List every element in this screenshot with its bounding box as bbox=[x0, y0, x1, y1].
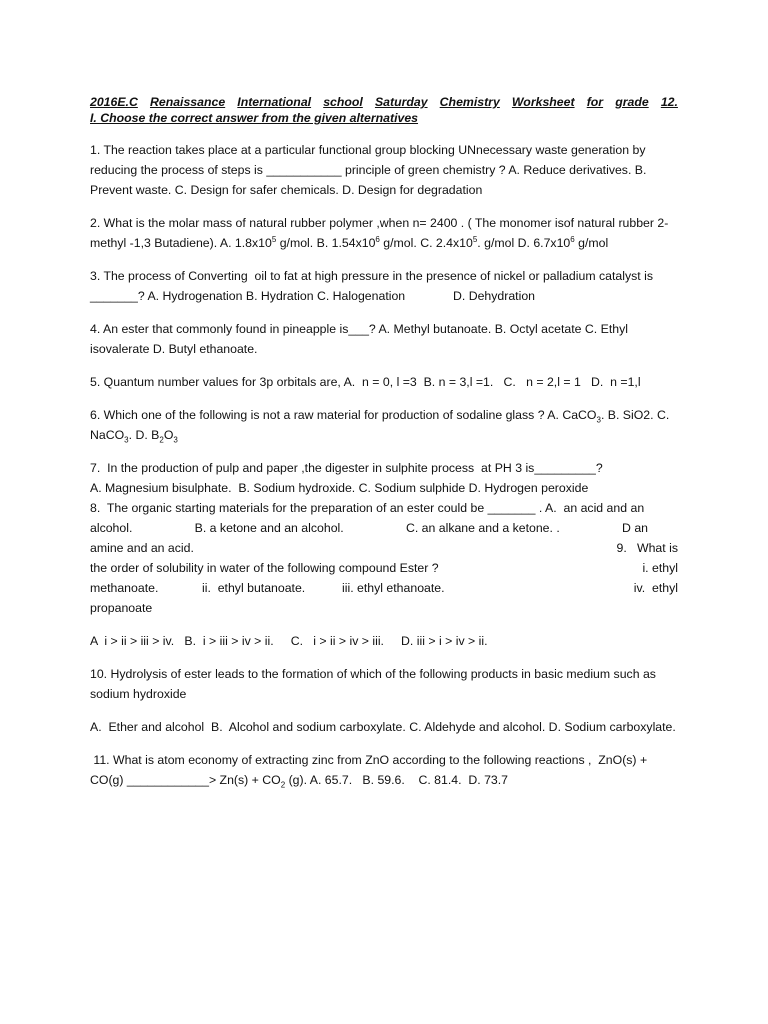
section-instruction: I. Choose the correct answer from the given alternatives bbox=[90, 111, 419, 125]
q8-option-c: C. an alkane and a ketone. . bbox=[405, 521, 560, 535]
q2-text: g/mol bbox=[574, 236, 609, 250]
q11-subscript: 2 bbox=[280, 780, 286, 790]
question-1: 1. The reaction takes place at a particular functional group blocking UNnecessary waste generation by reducing the process of steps is ___________ principle of green chemistry ? A. Reduce derivatives. B. Prevent waste. C. Design for safer chemicals. D. Design for degradation bbox=[90, 143, 647, 197]
title-word: for bbox=[586, 95, 604, 109]
q9-item-iv-end: propanoate bbox=[90, 601, 153, 615]
q7-options: A. Magnesium bisulphate. B. Sodium hydroxide. C. Sodium sulphide D. Hydrogen peroxide bbox=[90, 481, 589, 495]
q6-subscript: 3 bbox=[596, 415, 601, 425]
q6-text: O bbox=[163, 428, 174, 442]
worksheet-content bbox=[90, 92, 678, 803]
question-6 bbox=[90, 405, 678, 445]
question-8-9 bbox=[90, 498, 678, 618]
q2-exponent: 6 bbox=[570, 234, 575, 244]
q9-start: 9. What is bbox=[616, 541, 678, 555]
q6-subscript: 2 bbox=[159, 435, 164, 445]
q6-text: . B. SiO2. C. NaCO bbox=[90, 408, 670, 442]
question-3: 3. The process of Converting oil to fat at high pressure in the presence of nickel or palladium catalyst is _______? A. Hydrogenation B. Hydration C. Halogenation D. Dehydration bbox=[90, 269, 657, 303]
q9-item-iii: iii. ethyl ethanoate. bbox=[342, 581, 445, 595]
question-7 bbox=[90, 458, 678, 498]
q2-exponent: 5 bbox=[472, 234, 478, 244]
q8-q9-row bbox=[90, 538, 678, 558]
q9-item-i: i. ethyl bbox=[642, 561, 678, 575]
q2-text: 2. What is the molar mass of natural rubber polymer ,when n= 2400 . ( The monomer isof natural rubber 2- methyl -1,3 Butadiene). A. 1.8x10 bbox=[90, 216, 669, 250]
q9-items-row bbox=[90, 578, 678, 598]
q7-line: 7. In the production of pulp and paper ,the digester in sulphite process at PH 3 is_________? bbox=[90, 461, 603, 475]
q6-text: 6. Which one of the following is not a raw material for production of sodaline glass ? A. CaCO bbox=[90, 408, 597, 422]
question-4: 4. An ester that commonly found in pineapple is___? A. Methyl butanoate. B. Octyl acetate C. Ethyl isovalerate D. Butyl ethanoate. bbox=[90, 322, 628, 356]
q2-exponent: 6 bbox=[375, 234, 380, 244]
q8-option-b: B. a ketone and an alcohol. bbox=[194, 521, 344, 535]
question-11 bbox=[90, 750, 678, 790]
title-word: Renaissance bbox=[149, 95, 226, 109]
q8-option-d: D an bbox=[622, 521, 648, 535]
title-word: Chemistry bbox=[439, 95, 500, 109]
question-5: 5. Quantum number values for 3p orbitals are, A. n = 0, l =3 B. n = 3,l =1. C. n = 2,l = 1 D. n =1,l bbox=[90, 375, 641, 389]
q8-option-d-end: amine and an acid. bbox=[90, 541, 194, 555]
q8-option-a-end: alcohol. bbox=[90, 521, 133, 535]
question-9-options: A i > ii > iii > iv. B. i > iii > iv > ii. C. i > ii > iv > iii. D. iii > i > iv > ii. bbox=[90, 634, 488, 648]
q2-text: . g/mol D. 6.7x10 bbox=[477, 236, 571, 250]
title-word: Saturday bbox=[374, 95, 428, 109]
q9-item-ii: ii. ethyl butanoate. bbox=[202, 581, 306, 595]
q9-text: the order of solubility in water of the following compound Ester ? bbox=[90, 561, 439, 575]
q2-text: g/mol. B. 1.54x10 bbox=[276, 236, 376, 250]
q9-line bbox=[90, 558, 678, 578]
q6-text: . D. B bbox=[128, 428, 160, 442]
q2-text: g/mol. C. 2.4x10 bbox=[379, 236, 473, 250]
question-10: 10. Hydrolysis of ester leads to the formation of which of the following products in basic medium such as sodium hydroxide bbox=[90, 667, 656, 701]
title-word: grade bbox=[615, 95, 649, 109]
q8-options-row bbox=[90, 518, 678, 538]
title-word: 2016E.C bbox=[90, 95, 138, 109]
q8-line: 8. The organic starting materials for the preparation of an ester could be _______ . A. an acid and an bbox=[90, 501, 645, 515]
title-word: Worksheet bbox=[511, 95, 575, 109]
q11-text: 11. What is atom economy of extracting zinc from ZnO according to the following reactions , ZnO(s) + CO(g) ____________> Zn(s) + CO bbox=[90, 753, 651, 787]
q9-item-i-end: methanoate. bbox=[90, 581, 159, 595]
title-word: 12. bbox=[660, 95, 678, 109]
q11-text: (g). A. 65.7. B. 59.6. C. 81.4. D. 73.7 bbox=[285, 773, 508, 787]
question-2 bbox=[90, 213, 678, 253]
q6-subscript: 3 bbox=[173, 435, 178, 445]
question-10-options: A. Ether and alcohol B. Alcohol and sodium carboxylate. C. Aldehyde and alcohol. D. Sodium carboxylate. bbox=[90, 720, 676, 734]
q2-exponent: 5 bbox=[271, 234, 277, 244]
q9-item-iv: iv. ethyl bbox=[633, 581, 678, 595]
title-word: school bbox=[323, 95, 363, 109]
q6-subscript: 3 bbox=[124, 435, 129, 445]
title-word: International bbox=[237, 95, 312, 109]
